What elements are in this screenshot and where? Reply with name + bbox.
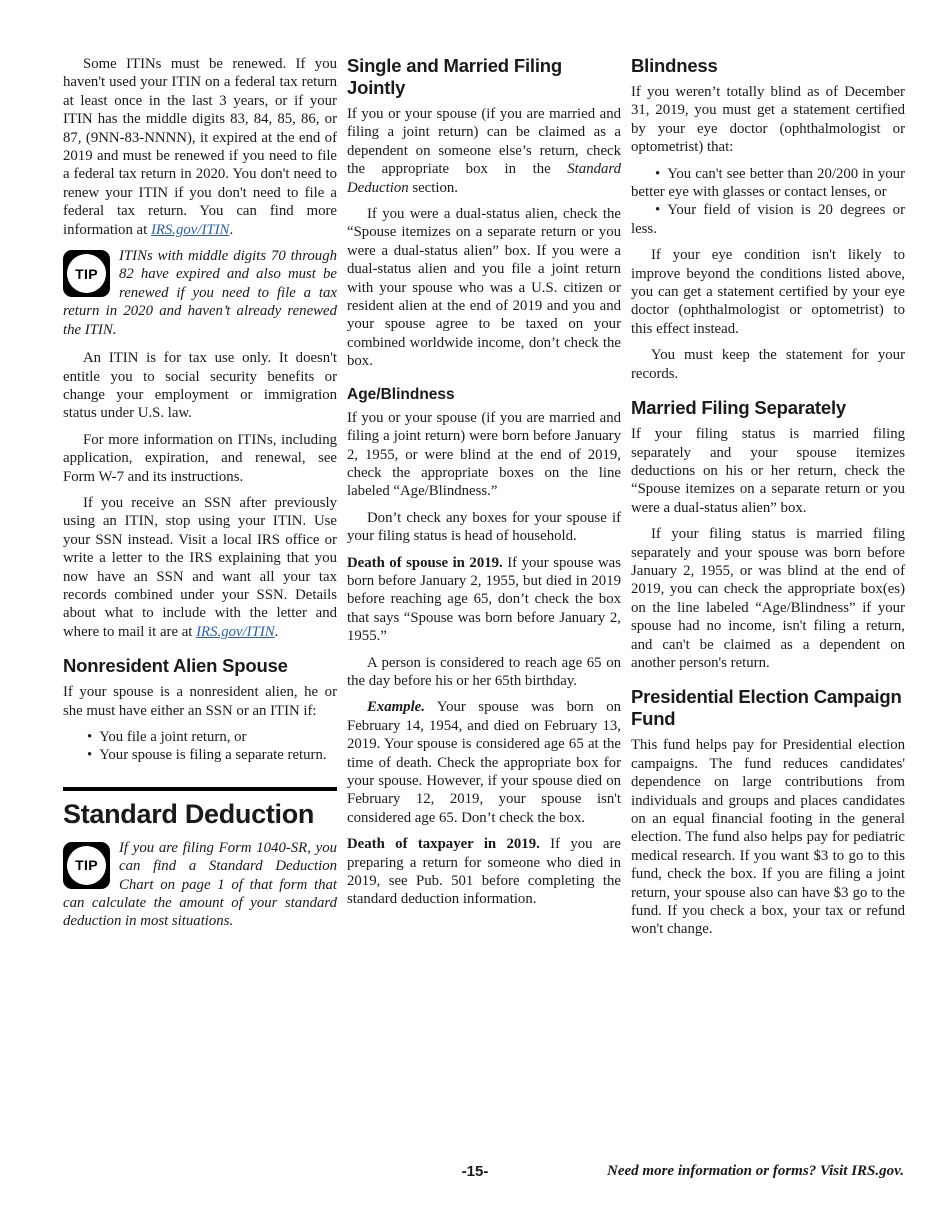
paragraph-text: If you are preparing a return for someone who died in 2019, see Pub. 501 before completing the standard deduction information. (347, 836, 621, 908)
single-mfj-heading: Single and Married Filing Jointly (347, 55, 562, 98)
blindness-bullet-2 (631, 201, 905, 238)
blindness-heading: Blindness (631, 55, 718, 76)
campaign-fund-paragraph: This fund helps pay for Presidential election campaigns. The fund reduces candidates' dependence on large contributions from individuals and groups and places candidates on an equal financial footing in the general election. The fund also helps pay for pediatric medical research. If you want $3 to go to this fund, check the box. If you are filing a joint return, your spouse also can have $3 go to the fund. If you check a box, your tax or refund won't change. (631, 737, 905, 938)
standard-deduction-heading: Standard Deduction (63, 798, 315, 829)
example-lead: Example. (367, 699, 425, 716)
tip-paragraph-text: ITINs with middle digits 70 through 82 have expired and also must be renewed if you need to file a tax return in 2020 and haven’t already renewed the ITIN. (63, 248, 337, 338)
tip-block-itin (63, 247, 337, 339)
example-paragraph (347, 698, 621, 827)
irs-itin-link-2[interactable]: IRS.gov/ITIN (196, 623, 275, 640)
age-blindness-subheading: Age/Blindness (347, 385, 455, 403)
itin-more-info-paragraph: For more information on ITINs, including application, expiration, and renewal, see Form W-7 and its instructions. (63, 431, 337, 485)
middle-column (347, 55, 621, 947)
footer-note: Need more information or forms? Visit IRS.gov. (607, 1163, 904, 1179)
bullet-icon: • (87, 747, 93, 764)
page-number: -15- (461, 1163, 489, 1180)
nra-intro-paragraph: If your spouse is a nonresident alien, he or she must have either an SSN or an ITIN if: (63, 684, 337, 719)
itin-renewal-paragraph (63, 55, 337, 239)
tip-paragraph-text: If you are filing Form 1040-SR, you can find a Standard Deduction Chart on page 1 of that form that can calculate the amount of your standard deduction in most situations. (63, 839, 337, 930)
paragraph-text: . (274, 623, 279, 640)
content-columns (63, 55, 905, 947)
nra-bullet-1 (63, 728, 337, 746)
death-of-spouse-lead: Death of spouse in 2019. (347, 554, 503, 571)
blindness-statement-paragraph: If you weren’t totally blind as of December 31, 2019, you must get a statement certified by your eye doctor (ophthalmologist or optometrist) that: (631, 84, 905, 156)
tip-icon-label: TIP (67, 846, 106, 885)
paragraph-text: Your spouse was born on February 14, 1954, and died on February 13, 2019. Your spouse is considered age 65 at the time of death. Check the appropriate box for your spouse. However, if your spouse died on February 12, 2019, your spouse isn't considered age 65. Don’t check the box. (347, 699, 621, 826)
dependent-claim-paragraph (347, 105, 621, 197)
ssn-after-itin-paragraph (63, 494, 337, 641)
paragraph-text: . (229, 221, 234, 238)
bullet-icon: • (655, 202, 661, 219)
standard-deduction-reference: Standard Deduction (347, 161, 621, 196)
bullet-text: You file a joint return, or (99, 729, 247, 745)
death-of-taxpayer-paragraph (347, 835, 621, 909)
paragraph-text: section. (408, 179, 458, 196)
paragraph-text: If you or your spouse (if you are married and filing a joint return) can be claimed as a dependent on someone else’s return, check the appropriate box in the (347, 106, 621, 178)
paragraph-text: Some ITINs must be renewed. If you haven't used your ITIN on a federal tax return at least once in the last 3 years, or if your ITIN has the middle digits 83, 84, 85, 86, or 87, (9NN-83-NNNN), it expired at the end of 2019 and must be renewed if you need to file a federal tax return in 2020. You don't need to renew your ITIN if you don't need to file a federal tax return. You can find more information at (63, 56, 337, 238)
age-blindness-paragraph: If you or your spouse (if you are married and filing a joint return) were born before January 2, 1955, or were blind at the end of 2019, check the appropriate boxes on the line labeled “Age/Blindness.” (347, 409, 621, 500)
mfs-age-blindness-paragraph: If your filing status is married filing separately and your spouse was born before January 2, 1955, or was blind at the end of 2019, you can check the appropriate box(es) on the line labeled “Age/Blindness” if your spouse had no income, isn't filing a return, and can't be claimed as a dependent on another person's return. (631, 526, 905, 671)
dual-status-alien-paragraph: If you were a dual-status alien, check the “Spouse itemizes on a separate return or you were a dual-status alien” box. If you were a dual-status alien and you file a joint return with your spouse who was a U.S. citizen or resident alien at the end of 2019 and you and your spouse agree to be taxed on your combined worldwide income, don’t check the box. (347, 206, 621, 370)
irs-itin-link[interactable]: IRS.gov/ITIN (150, 221, 230, 238)
bullet-text: You can't see better than 20/200 in your better eye with glasses or contact lenses, or (631, 165, 905, 201)
bullet-icon: • (87, 729, 93, 745)
paragraph-text: If your spouse was born before January 2, 1955, but died in 2019 before reaching age 65, don’t check the box that says “Spouse was born before January 2, 1955.” (347, 554, 621, 645)
bullet-icon: • (655, 165, 661, 182)
blindness-bullet-1 (631, 165, 905, 202)
tip-icon (63, 842, 110, 889)
bullet-text: Your spouse is filing a separate return. (99, 747, 327, 764)
left-column (63, 55, 337, 947)
death-of-spouse-paragraph (347, 554, 621, 646)
section-divider (63, 787, 337, 791)
right-column (631, 55, 905, 947)
death-of-taxpayer-lead: Death of taxpayer in 2019. (347, 836, 540, 853)
married-filing-separately-heading: Married Filing Separately (631, 397, 847, 419)
head-of-household-paragraph: Don’t check any boxes for your spouse if your filing status is head of household. (347, 509, 621, 545)
bullet-text: Your field of vision is 20 degrees or less. (631, 202, 905, 237)
presidential-election-campaign-fund-heading: Presidential Election Campaign Fund (631, 686, 902, 730)
tip-icon-label: TIP (67, 254, 106, 293)
itin-tax-use-paragraph: An ITIN is for tax use only. It doesn't entitle you to social security benefits or change your employment or immigration status under U.S. law. (63, 350, 337, 422)
paragraph-text: If you receive an SSN after previously using an ITIN, stop using your ITIN. Use your SSN instead. Visit a local IRS office or write a letter to the IRS explaining that you now have an SSN and want all your tax records combined under your SSN. Details about what to include with the letter and where to mail it are at (63, 494, 337, 640)
mfs-itemize-paragraph: If your filing status is married filing separately and your spouse itemizes deductions on his or her return, check the “Spouse itemizes on a separate return or you were a dual-status alien” box. (631, 426, 905, 516)
tip-icon (63, 250, 110, 297)
nonresident-alien-spouse-heading: Nonresident Alien Spouse (63, 655, 288, 677)
nra-bullet-2 (63, 746, 337, 764)
eye-condition-paragraph: If your eye condition isn't likely to improve beyond the conditions listed above, you can get a statement certified by your eye doctor (ophthalmologist or optometrist) to this effect instead. (631, 247, 905, 337)
age-65-rule-paragraph: A person is considered to reach age 65 on the day before his or her 65th birthday. (347, 654, 621, 689)
keep-statement-paragraph: You must keep the statement for your records. (631, 347, 905, 382)
tip-block-standard-deduction (63, 839, 337, 931)
